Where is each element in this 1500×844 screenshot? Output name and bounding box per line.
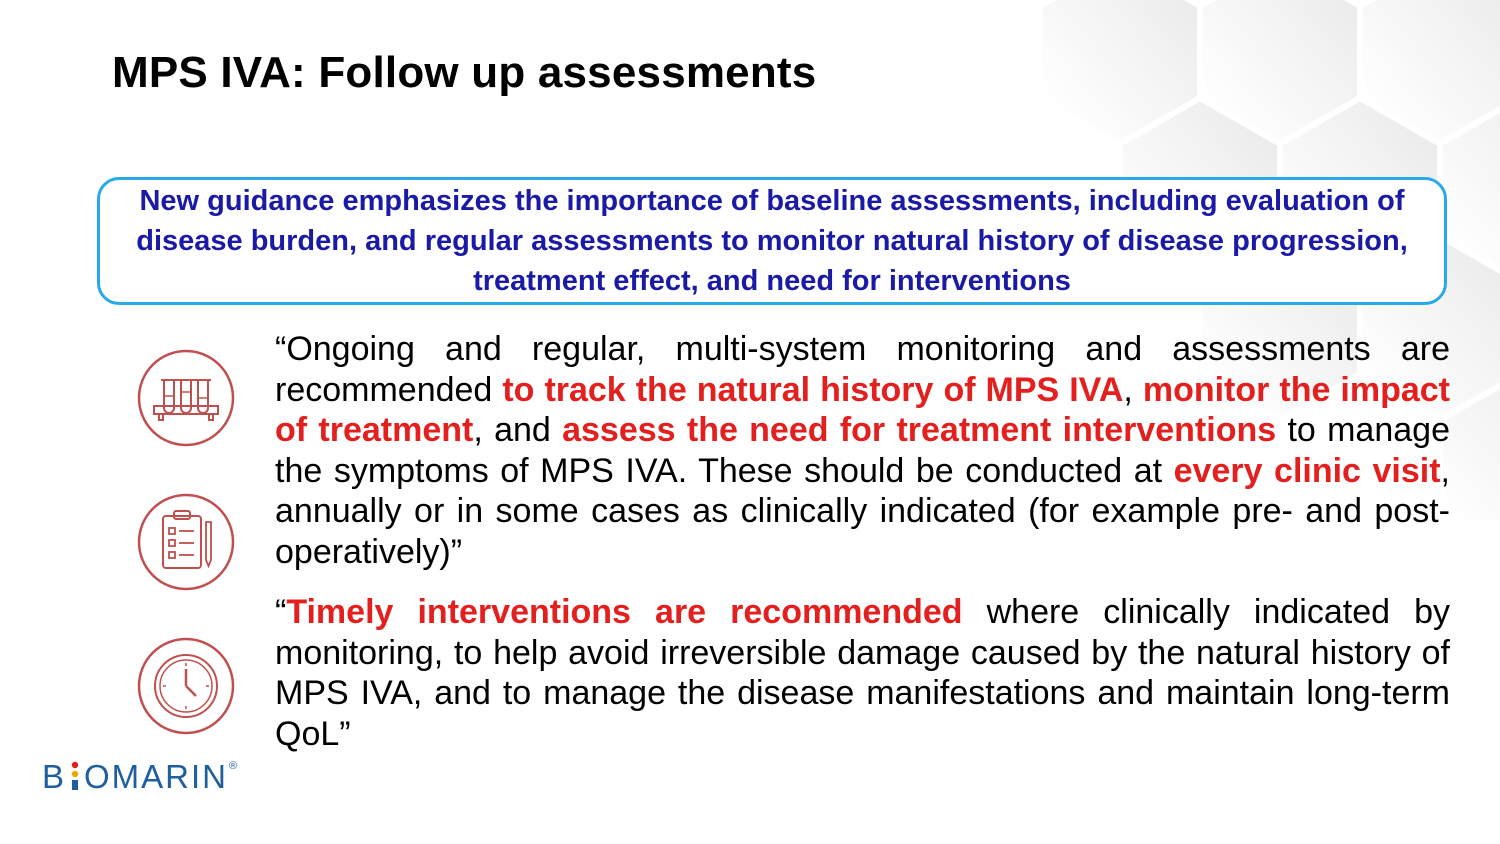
quote-text: , — [1123, 370, 1143, 409]
quote-highlight: every clinic visit — [1173, 451, 1441, 490]
quote-text: where clinically indicated by monitoring, to help avoid irreversible damage caused by the natural history of MPS IVA, and to manage the disease manifestations and maintain long-term QoL” — [275, 593, 1450, 753]
clock-icon — [136, 636, 236, 736]
quote-text: “ — [275, 593, 287, 631]
biomarin-logo — [42, 758, 237, 798]
guidance-callout-box — [97, 177, 1447, 305]
logo-i-glyph — [68, 758, 82, 791]
logo-text-left: B — [42, 758, 67, 795]
logo-text-right: OMARIN — [84, 758, 229, 795]
clipboard-checklist-icon — [136, 492, 236, 592]
page-title: MPS IVA: Follow up assessments — [112, 48, 817, 97]
quote-text: , annually or in some cases as clinically indicated (for example pre- and post-operatively)” — [275, 451, 1450, 571]
guidance-quote-interventions — [275, 592, 1450, 754]
quote-text: to manage the symptoms of MPS IVA. These should be conducted at — [275, 411, 1450, 490]
quote-highlight: monitor the impact of treatment — [275, 370, 1450, 449]
guidance-callout-text: New guidance emphasizes the importance of baseline assessments, including evaluation of disease burden, and regular assessments to monitor natural history of disease progression, treatment effect, and need for interventions — [136, 185, 1408, 297]
quote-text: “Ongoing and regular, multi-system monitoring and assessments are recommended — [275, 330, 1450, 409]
quote-highlight: Timely interventions are recommended — [286, 593, 963, 631]
guidance-quote-monitoring — [275, 329, 1450, 572]
quote-highlight: assess the need for treatment interventions — [562, 411, 1277, 449]
test-tubes-icon — [136, 348, 236, 448]
logo-registered-mark: ® — [229, 760, 238, 772]
quote-highlight: to track the natural history of MPS IVA — [502, 370, 1124, 409]
quote-text: , and — [473, 411, 563, 449]
